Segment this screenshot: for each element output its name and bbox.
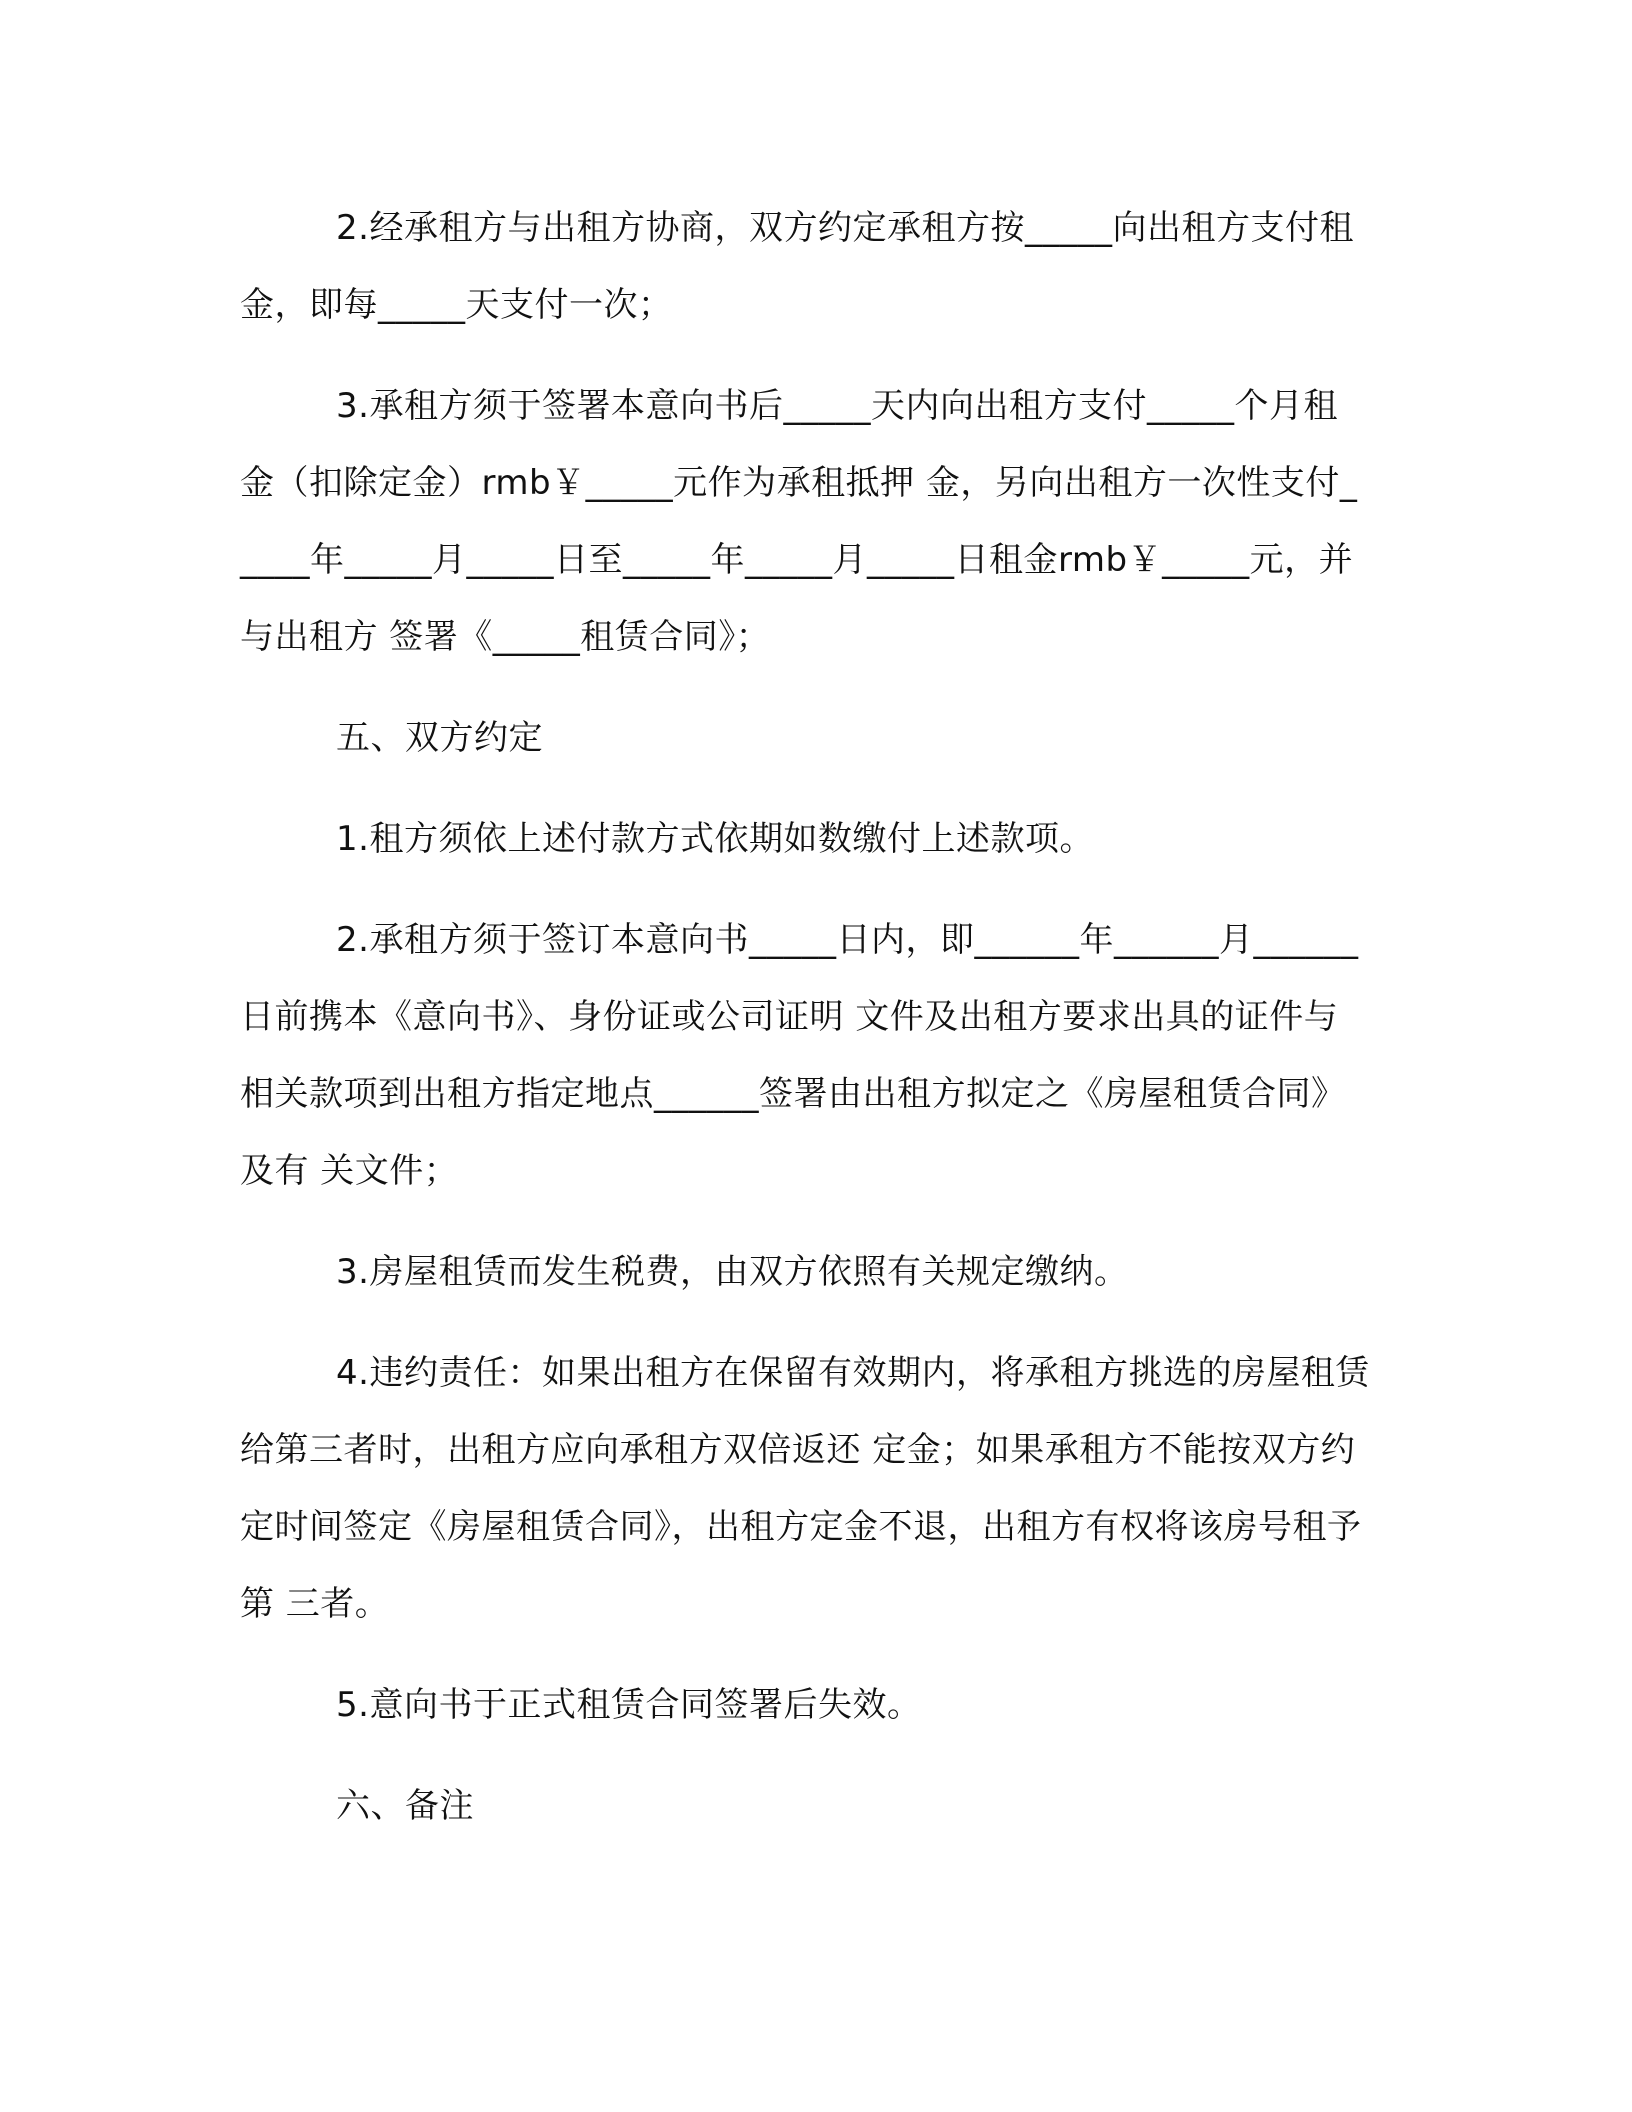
clause-breach-liability: 4.违约责任：如果出租方在保留有效期内，将承租方挑选的房屋租赁给第三者时，出租方应向承租方双倍返还 定金；如果承租方不能按双方约定时间签定《房屋租赁合同》，出租方定金不退，出租方有权将该房号租予第 三者。 <box>240 1353 1370 1624</box>
clause-payment-schedule: 1.租方须依上述付款方式依期如数缴付上述款项。 <box>336 819 1094 859</box>
document-page <box>240 190 1370 1869</box>
clause-deposit-payment: 3.承租方须于签署本意向书后_____天内向出租方支付_____个月租金（扣除定金）rmb￥_____元作为承租抵押 金，另向出租方一次性支付_____年_____月_____日至_____年_____月_____日租金rmb￥_____元，并与出租方 签署《_____租赁合同》； <box>240 386 1358 657</box>
clause-payment-terms: 2.经承租方与出租方协商，双方约定承租方按_____向出租方支付租金，即每_____天支付一次； <box>240 208 1354 325</box>
clause-validity: 5.意向书于正式租赁合同签署后失效。 <box>336 1685 922 1725</box>
section-heading-remarks: 六、备注 <box>336 1786 474 1826</box>
section-heading-agreement: 五、双方约定 <box>336 718 543 758</box>
clause-signing-contract: 2.承租方须于签订本意向书_____日内，即______年______月______日前携本《意向书》、身份证或公司证明 文件及出租方要求出具的证件与相关款项到出租方指定地点______签署由出租方拟定之《房屋租赁合同》及有 关文件； <box>240 920 1359 1191</box>
clause-taxes: 3.房屋租赁而发生税费，由双方依照有关规定缴纳。 <box>336 1252 1129 1292</box>
